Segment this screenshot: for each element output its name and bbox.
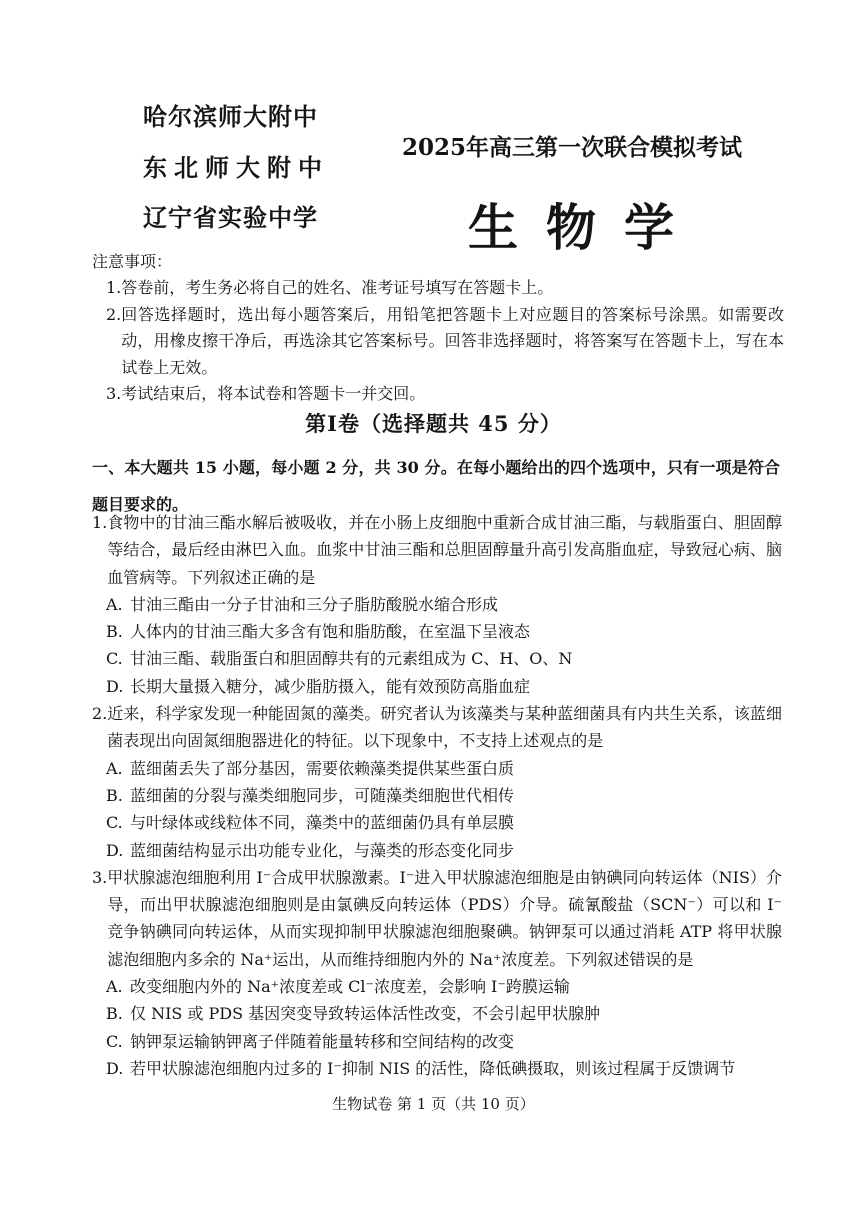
- option-text: 蓝细菌的分裂与藻类细胞同步，可随藻类细胞世代相传: [130, 785, 515, 805]
- option-text: 长期大量摄入糖分，减少脂肪摄入，能有效预防高脂血症: [130, 676, 531, 696]
- option-text: 蓝细菌丢失了部分基因，需要依赖藻类提供某些蛋白质: [130, 758, 515, 778]
- part-title: 第Ⅰ卷（选择题共 45 分）: [305, 411, 562, 436]
- option-label: A.: [106, 758, 123, 778]
- option-text: 甘油三酯、载脂蛋白和胆固醇共有的元素组成为 C、H、O、N: [130, 649, 573, 669]
- option-text: 蓝细菌结构显示出功能专业化，与藻类的形态变化同步: [130, 840, 515, 860]
- question-list: [92, 509, 782, 1082]
- option-b: [92, 618, 782, 645]
- option-label: C.: [106, 1031, 123, 1051]
- question-1: [92, 509, 782, 700]
- notice-number: 3.: [106, 384, 122, 403]
- school-name-liaoning: 辽宁省实验中学: [143, 203, 318, 232]
- option-text: 甘油三酯由一分子甘油和三分子脂肪酸脱水缩合形成: [130, 594, 499, 614]
- exam-title: 2025年高三第一次联合模拟考试: [402, 134, 743, 161]
- option-d: [92, 1055, 782, 1082]
- option-label: C.: [106, 649, 123, 669]
- notice-text: 回答选择题时，选出每小题答案后，用铅笔把答题卡上对应题目的答案标号涂黑。如需要改动，用橡皮擦干净后，再选涂其它答案标号。回答非选择题时，将答案写在答题卡上，写在本试卷上无效。: [121, 304, 784, 377]
- option-text: 改变细胞内外的 Na⁺浓度差或 Cl⁻浓度差，会影响 I⁻跨膜运输: [130, 977, 570, 997]
- option-label: D.: [106, 840, 124, 860]
- notice-text: 考试结束后，将本试卷和答题卡一并交回。: [121, 384, 426, 403]
- notice-text: 答卷前，考生务必将自己的姓名、准考证号填写在答题卡上。: [121, 278, 554, 297]
- question-text: 食物中的甘油三酯水解后被吸收，并在小肠上皮细胞中重新合成甘油三酯，与载脂蛋白、胆固醇等结合，最后经由淋巴入血。血浆中甘油三酯和总胆固醇量升高引发高脂血症，导致冠心病、脑血管病等。下列叙述正确的是: [107, 513, 782, 587]
- notice-list: [106, 275, 784, 408]
- option-text: 与叶绿体或线粒体不同，藻类中的蓝细菌仍具有单层膜: [130, 813, 515, 833]
- option-b: [92, 1000, 782, 1027]
- option-label: A.: [106, 594, 123, 614]
- option-c: [92, 1028, 782, 1055]
- option-text: 若甲状腺滤泡细胞内过多的 I⁻抑制 NIS 的活性，降低碘摄取，则该过程属于反馈调节: [130, 1058, 736, 1078]
- option-b: [92, 782, 782, 809]
- question-2: [92, 700, 782, 864]
- option-a: [92, 591, 782, 618]
- option-label: D.: [106, 1058, 124, 1078]
- section-instruction: 一、本大题共 15 小题，每小题 2 分，共 30 分。在每小题给出的四个选项中，只有一项是符合题目要求的。: [92, 458, 780, 514]
- question-number: 1.: [92, 513, 108, 532]
- option-text: 钠钾泵运输钠钾离子伴随着能量转移和空间结构的改变: [130, 1031, 515, 1051]
- notice-number: 2.: [106, 304, 122, 324]
- notice-item: [106, 381, 784, 408]
- option-label: A.: [106, 977, 123, 997]
- notice-heading: 注意事项：: [92, 252, 173, 271]
- question-3: [92, 864, 782, 1082]
- option-text: 仅 NIS 或 PDS 基因突变导致转运体活性改变，不会引起甲状腺肿: [130, 1004, 601, 1024]
- notice-item: [106, 275, 784, 302]
- option-c: [92, 809, 782, 836]
- option-a: [92, 973, 782, 1000]
- option-a: [92, 755, 782, 782]
- question-stem: [92, 509, 782, 591]
- option-c: [92, 645, 782, 672]
- option-text: 人体内的甘油三酯大多含有饱和脂肪酸，在室温下呈液态: [130, 622, 531, 642]
- option-label: D.: [106, 676, 124, 696]
- question-text: 近来，科学家发现一种能固氮的藻类。研究者认为该藻类与某种蓝细菌具有内共生关系，该蓝细菌表现出向固氮细胞器进化的特征。以下现象中，不支持上述观点的是: [107, 704, 782, 751]
- school-name-northeast: 东北师大附中: [143, 153, 329, 182]
- option-label: B.: [106, 622, 123, 642]
- question-text: 甲状腺滤泡细胞利用 I⁻合成甲状腺激素。I⁻进入甲状腺滤泡细胞是由钠碘同向转运体（NIS）介导，而出甲状腺滤泡细胞则是由氯碘反向转运体（PDS）介导。硫氰酸盐（SCN⁻）可以和 I⁻竞争钠碘同向转运体，从而实现抑制甲状腺滤泡细胞聚碘。钠钾泵可以通过消耗 ATP 将甲状腺滤泡细胞内多余的 Na⁺运出，从而维持细胞内外的 Na⁺浓度差。下列叙述错误的是: [107, 867, 782, 969]
- question-stem: [92, 864, 782, 973]
- option-label: C.: [106, 813, 123, 833]
- page-footer: 生物试卷 第 1 页（共 10 页）: [332, 1095, 535, 1113]
- notice-number: 1.: [106, 278, 122, 297]
- question-stem: [92, 700, 782, 755]
- option-label: B.: [106, 1004, 123, 1024]
- notice-item: [106, 302, 784, 382]
- option-d: [92, 673, 782, 700]
- question-number: 2.: [92, 704, 108, 724]
- option-d: [92, 837, 782, 864]
- subject-title: 生物学: [468, 198, 702, 257]
- option-label: B.: [106, 785, 123, 805]
- school-name-harbin: 哈尔滨师大附中: [143, 102, 318, 131]
- question-number: 3.: [92, 867, 108, 887]
